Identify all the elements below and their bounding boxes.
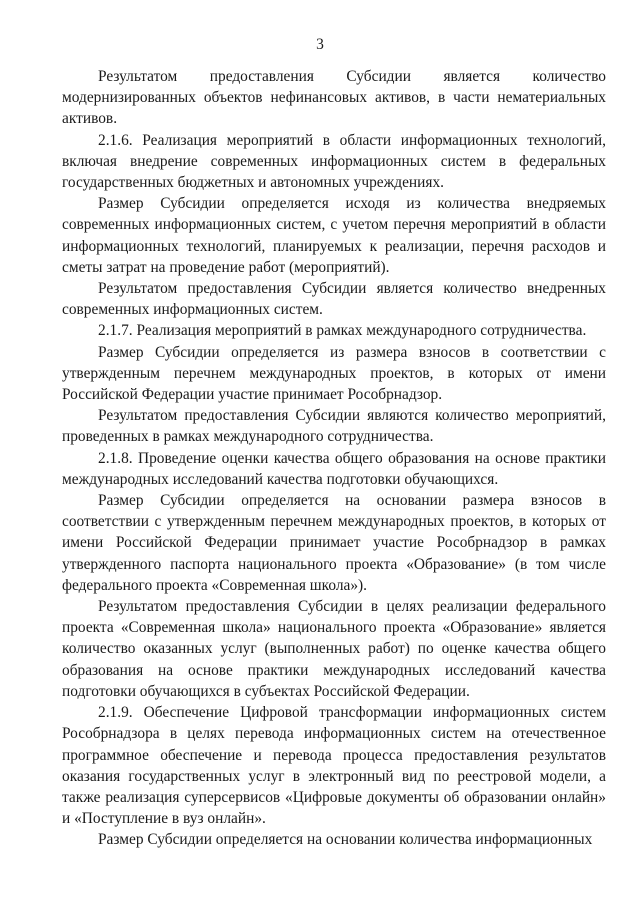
paragraph-subsidy-size-it-systems: Размер Субсидии определяется исходя из количества внедряемых современных информационных систем, с учетом перечня мероприятий в области информационных технологий, планируемых к реализации, перечня расходов и сметы затрат на проведение работ (мероприятий). <box>62 195 606 276</box>
paragraph-2-1-6: 2.1.6. Реализация мероприятий в области информационных технологий, включая внедрение современных информационных систем в федеральных государственных бюджетных и автономных учреждениях. <box>62 131 606 192</box>
paragraph-2-1-7: 2.1.7. Реализация мероприятий в рамках международного сотрудничества. <box>98 322 587 340</box>
paragraph-result-it-systems: Результатом предоставления Субсидии является количество внедренных современных информационных систем. <box>62 280 606 319</box>
paragraph-subsidy-size-information: Размер Субсидии определяется на основании количества информационных <box>98 831 593 849</box>
paragraph-2-1-8: 2.1.8. Проведение оценки качества общего образования на основе практики международных исследований качества подготовки обучающихся. <box>62 449 606 488</box>
paragraph-result-modern-school: Результатом предоставления Субсидии в целях реализации федерального проекта «Современная школа» национального проекта «Образование» является количество оказанных услуг (выполненных работ) по оценке качества общего образования на основе практики международных исследований качества подготовки обучающихся в субъектах Российской Федерации. <box>62 598 606 700</box>
paragraph-subsidy-size-contributions: Размер Субсидии определяется из размера взносов в соответствии с утвержденным перечнем международных проектов, в которых от имени Российской Федерации участие принимает Рособрнадзор. <box>62 343 606 404</box>
paragraph-result-international-events: Результатом предоставления Субсидии являются количество мероприятий, проведенных в рамках международного сотрудничества. <box>62 407 606 446</box>
paragraph-subsidy-size-national-project: Размер Субсидии определяется на основании размера взносов в соответствии с утвержденным перечнем международных проектов, в которых от имени Российской Федерации принимает участие Рособрнадзор в рамках утвержденного паспорта национального проекта «Образование» (в том числе федерального проекта «Современная школа»). <box>62 492 606 594</box>
document-body <box>62 66 606 851</box>
paragraph-2-1-9: 2.1.9. Обеспечение Цифровой трансформации информационных систем Рособрнадзора в целях перевода информационных систем на отечественное программное обеспечение и перевода процесса предоставления результатов оказания государственных услуг в электронный вид по реестровой модели, а также реализация суперсервисов «Цифровые документы об образовании онлайн» и «Поступление в вуз онлайн». <box>62 704 606 828</box>
page-number: 3 <box>316 36 324 53</box>
paragraph-result-modernized-assets: Результатом предоставления Субсидии является количество модернизированных объектов нефинансовых активов, в части нематериальных активов. <box>62 68 606 128</box>
